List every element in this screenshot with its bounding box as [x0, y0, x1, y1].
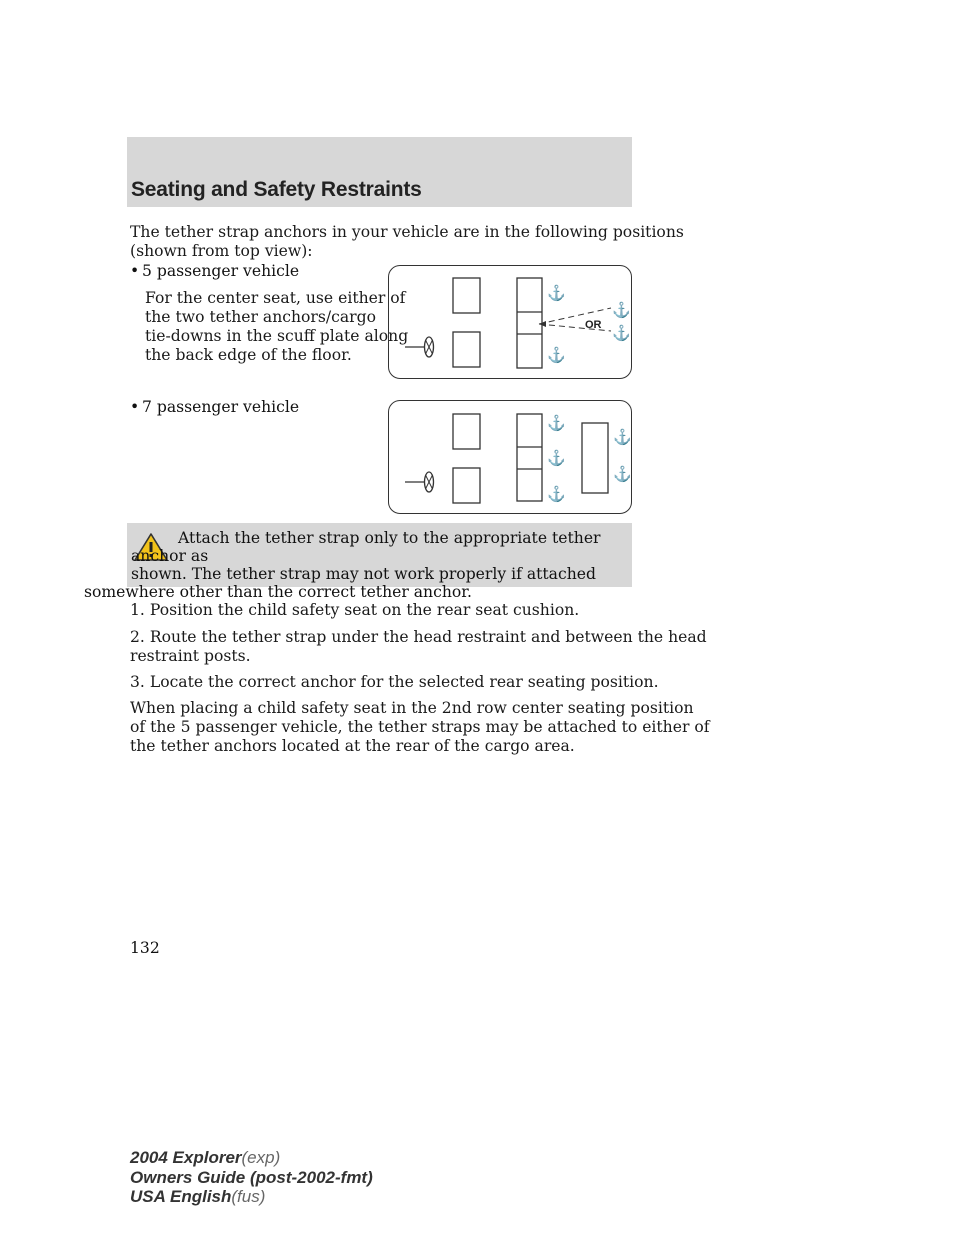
note-paragraph — [130, 699, 710, 756]
anchor-icon: ⚓ — [612, 301, 631, 319]
description-line: the two tether anchors/cargo — [145, 308, 376, 326]
front-seat-left — [453, 332, 480, 367]
warning-box — [84, 523, 632, 601]
second-row-bench — [517, 278, 542, 368]
intro-line: The tether strap anchors in your vehicle are in the following positions — [130, 223, 684, 241]
description-line: tie-downs in the scuff plate along — [145, 327, 409, 345]
bullet-dot: • — [130, 398, 140, 416]
five-passenger-diagram — [388, 265, 632, 379]
step-2 — [130, 628, 707, 666]
warning-text — [84, 529, 626, 601]
anchor-icon: ⚓ — [612, 324, 631, 342]
bullet-5-passenger — [130, 262, 299, 281]
intro-paragraph — [130, 223, 684, 261]
third-row-bench — [582, 423, 608, 493]
description-line: For the center seat, use either of — [145, 289, 406, 307]
step-1: 1. Position the child safety seat on the rear seat cushion. — [130, 601, 580, 619]
section-title: Seating and Safety Restraints — [131, 178, 422, 201]
anchor-icon: ⚓ — [547, 346, 566, 364]
document-footer — [130, 1148, 373, 1207]
footer-model: 2004 Explorer — [130, 1148, 242, 1167]
anchor-icon: ⚓ — [547, 449, 566, 467]
step-line: 2. Route the tether strap under the head restraint and between the head — [130, 628, 707, 646]
front-seat-left — [453, 468, 480, 503]
five-passenger-description — [145, 289, 408, 365]
bullet-label: 5 passenger vehicle — [142, 262, 300, 280]
step-line: restraint posts. — [130, 647, 251, 665]
anchor-icon: ⚓ — [547, 284, 566, 302]
warning-line: shown. The tether strap may not work properly if attached — [131, 565, 596, 583]
description-line: the back edge of the floor. — [145, 346, 352, 364]
second-row-bench — [517, 414, 542, 501]
front-seat-right — [453, 414, 480, 449]
anchor-icon: ⚓ — [547, 485, 566, 503]
bullet-label: 7 passenger vehicle — [142, 398, 300, 416]
anchor-icon: ⚓ — [613, 428, 632, 446]
page-number: 132 — [130, 939, 160, 957]
warning-line: Attach the tether strap only to the appropriate tether anchor as — [131, 529, 601, 565]
seven-passenger-diagram — [388, 400, 632, 514]
bullet-dot: • — [130, 262, 140, 280]
footer-language-code: (fus) — [231, 1187, 266, 1206]
front-seat-right — [453, 278, 480, 313]
note-line: the tether anchors located at the rear of the cargo area. — [130, 737, 575, 755]
steering-wheel-icon — [405, 472, 434, 492]
note-line: of the 5 passenger vehicle, the tether straps may be attached to either of — [130, 718, 710, 736]
anchor-icon: ⚓ — [613, 465, 632, 483]
note-line: When placing a child safety seat in the 2nd row center seating position — [130, 699, 694, 717]
intro-line: (shown from top view): — [130, 242, 313, 260]
anchor-icon: ⚓ — [547, 414, 566, 432]
steering-wheel-icon — [405, 337, 434, 357]
step-3: 3. Locate the correct anchor for the selected rear seating position. — [130, 673, 659, 691]
bullet-7-passenger — [130, 398, 299, 417]
footer-model-code: (exp) — [241, 1148, 281, 1167]
or-label: OR — [585, 319, 602, 331]
warning-line: somewhere other than the correct tether anchor. — [84, 583, 472, 601]
footer-guide: Owners Guide (post-2002-fmt) — [130, 1167, 373, 1187]
footer-language: USA English — [130, 1187, 232, 1206]
